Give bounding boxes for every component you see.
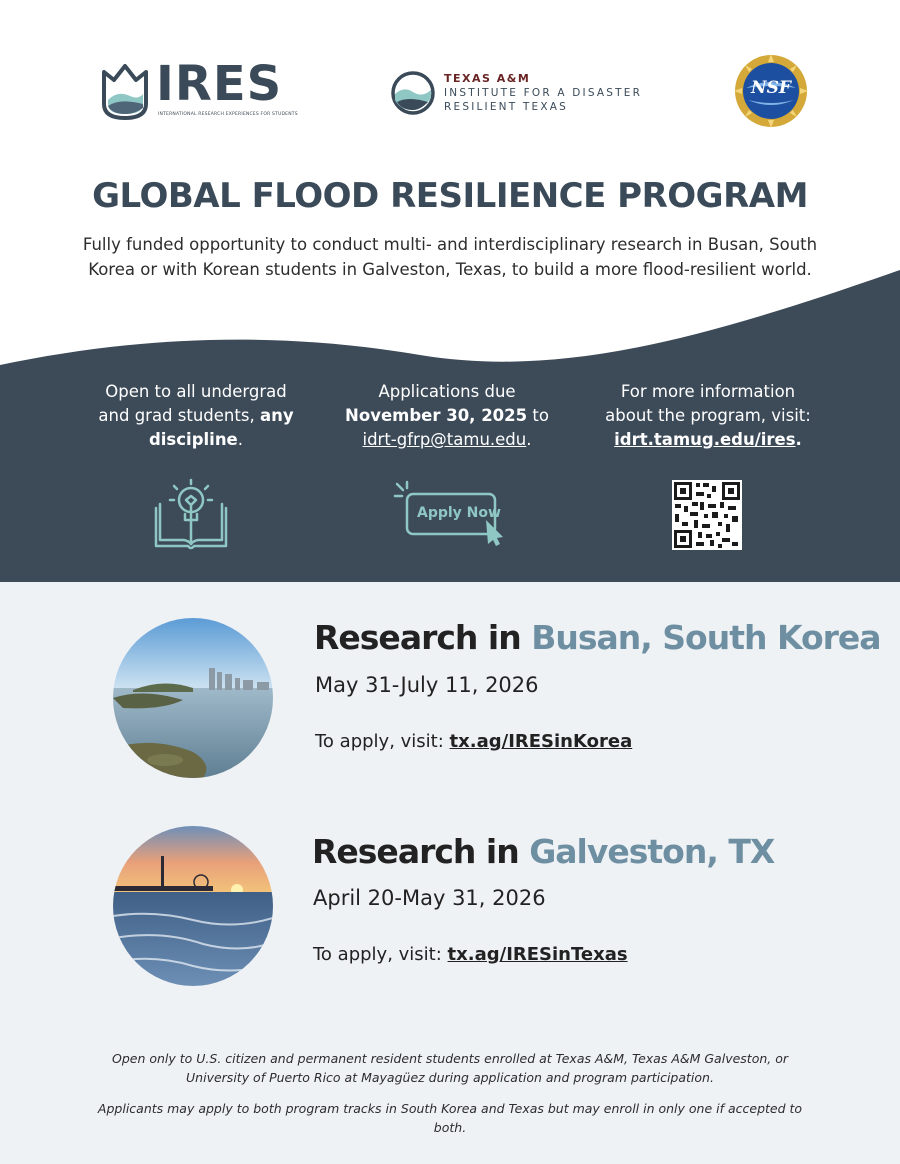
galveston-title-location: Galveston, TX bbox=[529, 832, 775, 871]
galveston-dates: April 20-May 31, 2026 bbox=[313, 886, 546, 910]
busan-photo bbox=[113, 618, 273, 778]
program-website-link[interactable]: idrt.tamug.edu/ires bbox=[614, 430, 796, 449]
deadline-info bbox=[327, 380, 567, 452]
deadline-line1: Applications due bbox=[378, 382, 516, 401]
ires-logo[interactable] bbox=[100, 56, 300, 122]
ires-tulip-icon bbox=[100, 64, 150, 120]
idrt-wave-icon bbox=[390, 70, 436, 116]
deadline-date: November 30, 2025 bbox=[345, 406, 528, 425]
apply-now-button-icon[interactable] bbox=[393, 480, 513, 546]
busan-apply bbox=[315, 731, 632, 752]
more-info-line2: about the program, visit: bbox=[605, 406, 811, 425]
nsf-logo-text: NSF bbox=[751, 78, 791, 98]
busan-coast-image bbox=[113, 618, 273, 778]
program-title: GLOBAL FLOOD RESILIENCE PROGRAM bbox=[92, 176, 808, 216]
busan-dates: May 31-July 11, 2026 bbox=[315, 673, 539, 697]
contact-email-link[interactable]: idrt-gfrp@tamu.edu bbox=[362, 430, 527, 449]
busan-track-title bbox=[314, 618, 881, 657]
eligibility-info bbox=[76, 380, 316, 452]
galveston-sunset-image bbox=[113, 826, 273, 986]
deadline-period: . bbox=[526, 430, 532, 449]
eligibility-emphasis-discipline: discipline bbox=[148, 430, 238, 449]
program-description: Fully funded opportunity to conduct multi- and interdisciplinary research in Busan, South Korea or with Korean students in Galveston, Texas, to build a more flood-resilient world. bbox=[82, 235, 818, 279]
qr-code-icon bbox=[672, 480, 742, 550]
tamu-idrt-logo[interactable] bbox=[390, 68, 650, 118]
qr-code[interactable] bbox=[672, 480, 742, 550]
ires-logo-text: IRES bbox=[156, 56, 283, 112]
tamu-logo-line1: TEXAS A&M bbox=[444, 72, 531, 85]
galveston-track-title bbox=[312, 832, 774, 871]
eligibility-line2: and grad students, bbox=[98, 406, 260, 425]
nsf-logo[interactable] bbox=[734, 54, 808, 128]
galveston-photo bbox=[113, 826, 273, 986]
galveston-apply-prefix: To apply, visit: bbox=[313, 944, 448, 965]
eligibility-emphasis-any: any bbox=[259, 406, 294, 425]
eligibility-footnote: Open only to U.S. citizen and permanent resident students enrolled at Texas A&M, Texas A&M Galveston, or University of Puerto Rico at Mayagüez during application and program participation. bbox=[111, 1051, 788, 1085]
more-info-period: . bbox=[795, 430, 802, 449]
busan-apply-link[interactable]: tx.ag/IRESinKorea bbox=[449, 731, 633, 752]
eligibility-period: . bbox=[237, 430, 244, 449]
busan-title-location: Busan, South Korea bbox=[531, 618, 881, 657]
tamu-logo-line2: INSTITUTE FOR A DISASTER bbox=[444, 87, 643, 99]
tamu-logo-line3: RESILIENT TEXAS bbox=[444, 101, 568, 113]
galveston-apply-link[interactable]: tx.ag/IRESinTexas bbox=[447, 944, 628, 965]
galveston-title-prefix: Research in bbox=[312, 832, 530, 871]
galveston-apply bbox=[313, 944, 628, 965]
more-info bbox=[588, 380, 828, 452]
enrollment-footnote: Applicants may apply to both program tracks in South Korea and Texas but may enroll in only one if accepted to both. bbox=[97, 1101, 803, 1135]
deadline-to: to bbox=[527, 406, 549, 425]
eligibility-line1: Open to all undergrad bbox=[105, 382, 287, 401]
ires-logo-subtitle: INTERNATIONAL RESEARCH EXPERIENCES FOR STUDENTS bbox=[158, 112, 298, 117]
apply-now-label: Apply Now bbox=[417, 505, 501, 521]
lightbulb-book-icon bbox=[150, 478, 232, 554]
busan-title-prefix: Research in bbox=[314, 618, 532, 657]
more-info-line1: For more information bbox=[620, 382, 796, 401]
busan-apply-prefix: To apply, visit: bbox=[315, 731, 450, 752]
